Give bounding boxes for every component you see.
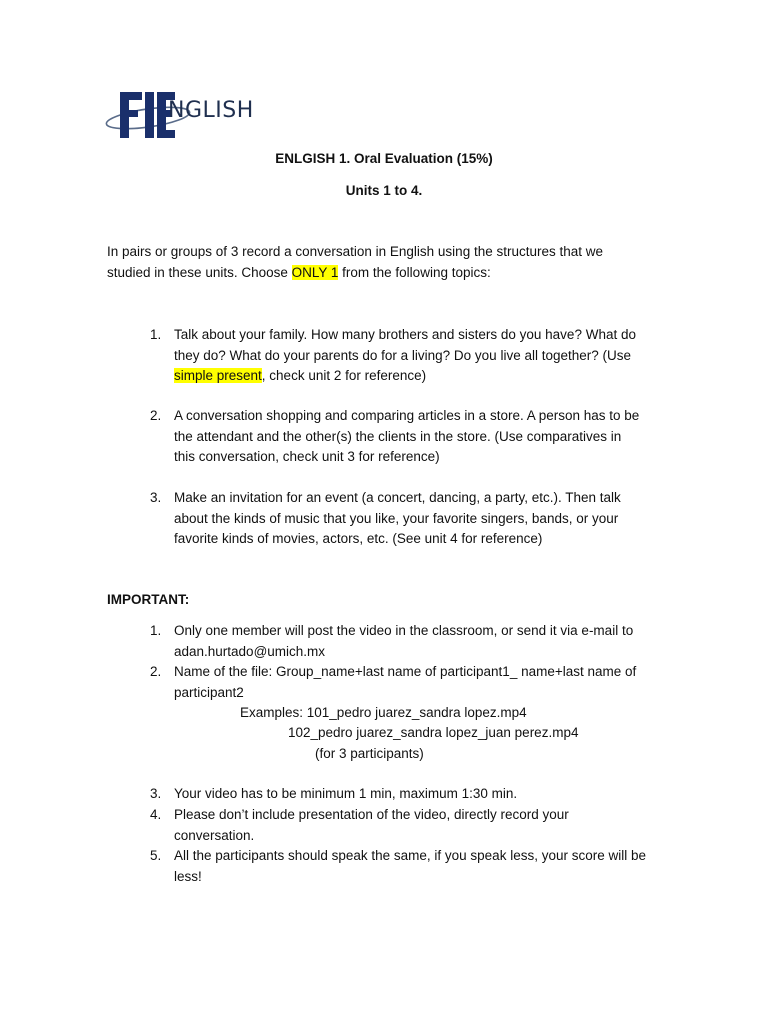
example-line-1: Examples: 101_pedro juarez_sandra lopez.mp4 <box>240 705 527 720</box>
intro-paragraph: In pairs or groups of 3 record a conversation in English using the structures that we studied in these units. Choose ONLY 1 from the following topics: <box>107 244 604 280</box>
highlight-only-1: ONLY 1 <box>291 264 339 280</box>
important-3-number: 3. <box>150 786 162 801</box>
topic-2: A conversation shopping and comparing articles in a store. A person has to be the attendant and the other(s) the clients in the store. (Use comparatives in this conversation, check unit 3 for reference) <box>174 408 640 464</box>
important-4-number: 4. <box>150 807 162 822</box>
important-item-5: All the participants should speak the same, if you speak less, your score will be less! <box>174 848 646 884</box>
highlight-simple-present: simple present <box>174 368 262 383</box>
document-subtitle: Units 1 to 4. <box>345 183 423 198</box>
important-5-number: 5. <box>150 848 162 863</box>
important-2-number: 2. <box>150 664 162 679</box>
important-item-4: Please don’t include presentation of the video, directly record your conversation. <box>174 807 569 843</box>
logo-wordmark: NGLISH <box>168 98 254 123</box>
topic-1-number: 1. <box>150 327 162 342</box>
topic-3: Make an invitation for an event (a concert, dancing, a party, etc.). Then talk about the kinds of music that you like, your favorite singers, bands, or your favorite kinds of movies, actors, etc. (See unit 4 for reference) <box>174 490 621 546</box>
important-item-3: Your video has to be minimum 1 min, maximum 1:30 min. <box>174 786 518 801</box>
document-title: ENLGISH 1. Oral Evaluation (15%) <box>275 151 493 166</box>
example-line-2: 102_pedro juarez_sandra lopez_juan perez.mp4 <box>288 725 579 740</box>
important-heading: IMPORTANT: <box>107 592 190 607</box>
important-item-1: Only one member will post the video in the classroom, or send it via e-mail to adan.hurtado@umich.mx <box>174 623 634 659</box>
important-item-2: Name of the file: Group_name+last name of participant1_ name+last name of participant2 <box>174 664 637 700</box>
topic-3-number: 3. <box>150 490 162 505</box>
important-1-number: 1. <box>150 623 162 638</box>
topic-1: Talk about your family. How many brothers and sisters do you have? What do they do? What do your parents do for a living? Do you live all together? (Use simple present, check unit 2 for reference) <box>174 327 636 383</box>
topic-2-number: 2. <box>150 408 162 423</box>
example-line-3: (for 3 participants) <box>315 746 424 761</box>
